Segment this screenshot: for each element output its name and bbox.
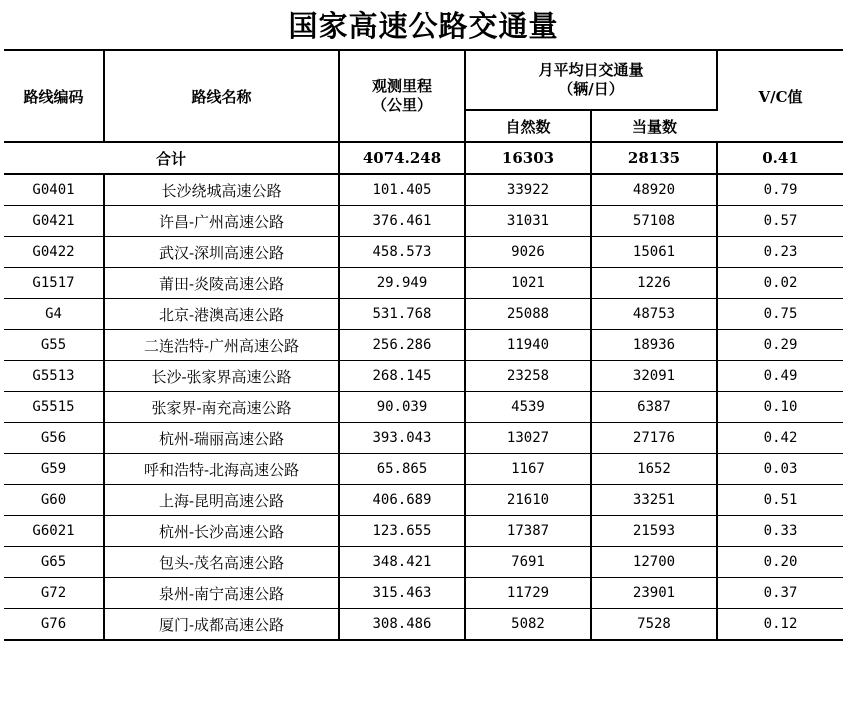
route-vc-ratio: 0.02	[717, 268, 843, 299]
table-row	[4, 609, 843, 641]
route-mileage: 123.655	[339, 516, 465, 547]
total-equivalent: 28135	[591, 142, 717, 174]
table-row	[4, 174, 843, 206]
route-name: 张家界-南充高速公路	[104, 392, 339, 423]
route-mileage: 315.463	[339, 578, 465, 609]
route-code: G72	[4, 578, 104, 609]
route-mileage: 458.573	[339, 237, 465, 268]
total-vc: 0.41	[717, 142, 843, 174]
route-vc-ratio: 0.29	[717, 330, 843, 361]
route-equivalent-count: 21593	[591, 516, 717, 547]
route-equivalent-count: 15061	[591, 237, 717, 268]
table-row	[4, 206, 843, 237]
route-code: G0401	[4, 174, 104, 206]
route-name: 武汉-深圳高速公路	[104, 237, 339, 268]
route-vc-ratio: 0.33	[717, 516, 843, 547]
route-name: 杭州-长沙高速公路	[104, 516, 339, 547]
header-mileage-unit: （公里）	[371, 96, 432, 114]
route-vc-ratio: 0.51	[717, 485, 843, 516]
table-row	[4, 392, 843, 423]
route-code: G4	[4, 299, 104, 330]
route-mileage: 90.039	[339, 392, 465, 423]
route-equivalent-count: 32091	[591, 361, 717, 392]
route-name: 北京-港澳高速公路	[104, 299, 339, 330]
header-code: 路线编码	[4, 50, 104, 142]
header-mileage	[339, 50, 465, 142]
route-code: G1517	[4, 268, 104, 299]
route-natural-count: 25088	[465, 299, 591, 330]
route-name: 长沙绕城高速公路	[104, 174, 339, 206]
route-mileage: 376.461	[339, 206, 465, 237]
route-mileage: 29.949	[339, 268, 465, 299]
route-vc-ratio: 0.03	[717, 454, 843, 485]
header-traffic	[465, 50, 717, 110]
route-natural-count: 33922	[465, 174, 591, 206]
route-equivalent-count: 1226	[591, 268, 717, 299]
table-row	[4, 361, 843, 392]
route-natural-count: 5082	[465, 609, 591, 641]
route-name: 泉州-南宁高速公路	[104, 578, 339, 609]
table-row	[4, 330, 843, 361]
header-traffic-unit: （辆/日）	[558, 80, 624, 98]
route-name: 长沙-张家界高速公路	[104, 361, 339, 392]
table-row	[4, 268, 843, 299]
route-natural-count: 23258	[465, 361, 591, 392]
route-vc-ratio: 0.75	[717, 299, 843, 330]
header-mileage-label: 观测里程	[371, 77, 432, 95]
route-equivalent-count: 27176	[591, 423, 717, 454]
total-row	[4, 142, 843, 174]
route-mileage: 101.405	[339, 174, 465, 206]
route-mileage: 65.865	[339, 454, 465, 485]
route-name: 杭州-瑞丽高速公路	[104, 423, 339, 454]
route-vc-ratio: 0.42	[717, 423, 843, 454]
route-natural-count: 7691	[465, 547, 591, 578]
header-traffic-label: 月平均日交通量	[538, 61, 644, 79]
route-name: 二连浩特-广州高速公路	[104, 330, 339, 361]
route-name: 厦门-成都高速公路	[104, 609, 339, 641]
route-natural-count: 1167	[465, 454, 591, 485]
route-vc-ratio: 0.12	[717, 609, 843, 641]
route-natural-count: 21610	[465, 485, 591, 516]
route-code: G0422	[4, 237, 104, 268]
header-natural: 自然数	[465, 110, 591, 142]
route-natural-count: 31031	[465, 206, 591, 237]
route-vc-ratio: 0.20	[717, 547, 843, 578]
route-mileage: 406.689	[339, 485, 465, 516]
route-natural-count: 13027	[465, 423, 591, 454]
route-name: 莆田-炎陵高速公路	[104, 268, 339, 299]
route-name: 呼和浩特-北海高速公路	[104, 454, 339, 485]
route-code: G76	[4, 609, 104, 641]
route-mileage: 268.145	[339, 361, 465, 392]
header-equivalent: 当量数	[591, 110, 717, 142]
table-row	[4, 237, 843, 268]
route-natural-count: 1021	[465, 268, 591, 299]
route-equivalent-count: 33251	[591, 485, 717, 516]
route-natural-count: 4539	[465, 392, 591, 423]
total-mileage: 4074.248	[339, 142, 465, 174]
table-row	[4, 547, 843, 578]
route-vc-ratio: 0.49	[717, 361, 843, 392]
route-vc-ratio: 0.57	[717, 206, 843, 237]
route-natural-count: 11940	[465, 330, 591, 361]
route-code: G0421	[4, 206, 104, 237]
route-natural-count: 17387	[465, 516, 591, 547]
route-equivalent-count: 48753	[591, 299, 717, 330]
table-row	[4, 454, 843, 485]
route-code: G55	[4, 330, 104, 361]
route-name: 包头-茂名高速公路	[104, 547, 339, 578]
route-equivalent-count: 23901	[591, 578, 717, 609]
table-row	[4, 485, 843, 516]
route-name: 许昌-广州高速公路	[104, 206, 339, 237]
route-natural-count: 11729	[465, 578, 591, 609]
total-natural: 16303	[465, 142, 591, 174]
page-title: 国家高速公路交通量	[288, 9, 559, 43]
total-label: 合计	[4, 142, 339, 174]
route-mileage: 393.043	[339, 423, 465, 454]
table-row	[4, 578, 843, 609]
route-equivalent-count: 6387	[591, 392, 717, 423]
route-vc-ratio: 0.37	[717, 578, 843, 609]
route-vc-ratio: 0.79	[717, 174, 843, 206]
route-code: G5515	[4, 392, 104, 423]
traffic-table	[4, 49, 843, 641]
table-row	[4, 516, 843, 547]
route-equivalent-count: 18936	[591, 330, 717, 361]
route-equivalent-count: 1652	[591, 454, 717, 485]
route-mileage: 256.286	[339, 330, 465, 361]
route-equivalent-count: 57108	[591, 206, 717, 237]
table-body	[4, 142, 843, 640]
route-natural-count: 9026	[465, 237, 591, 268]
route-code: G59	[4, 454, 104, 485]
header-name: 路线名称	[104, 50, 339, 142]
route-mileage: 308.486	[339, 609, 465, 641]
table-row	[4, 299, 843, 330]
route-code: G60	[4, 485, 104, 516]
table-row	[4, 423, 843, 454]
route-code: G65	[4, 547, 104, 578]
route-mileage: 531.768	[339, 299, 465, 330]
route-vc-ratio: 0.10	[717, 392, 843, 423]
route-name: 上海-昆明高速公路	[104, 485, 339, 516]
route-mileage: 348.421	[339, 547, 465, 578]
route-equivalent-count: 48920	[591, 174, 717, 206]
route-code: G5513	[4, 361, 104, 392]
header-vc: V/C值	[717, 50, 843, 142]
route-code: G6021	[4, 516, 104, 547]
route-equivalent-count: 12700	[591, 547, 717, 578]
route-equivalent-count: 7528	[591, 609, 717, 641]
route-code: G56	[4, 423, 104, 454]
table-header	[4, 50, 843, 142]
route-vc-ratio: 0.23	[717, 237, 843, 268]
